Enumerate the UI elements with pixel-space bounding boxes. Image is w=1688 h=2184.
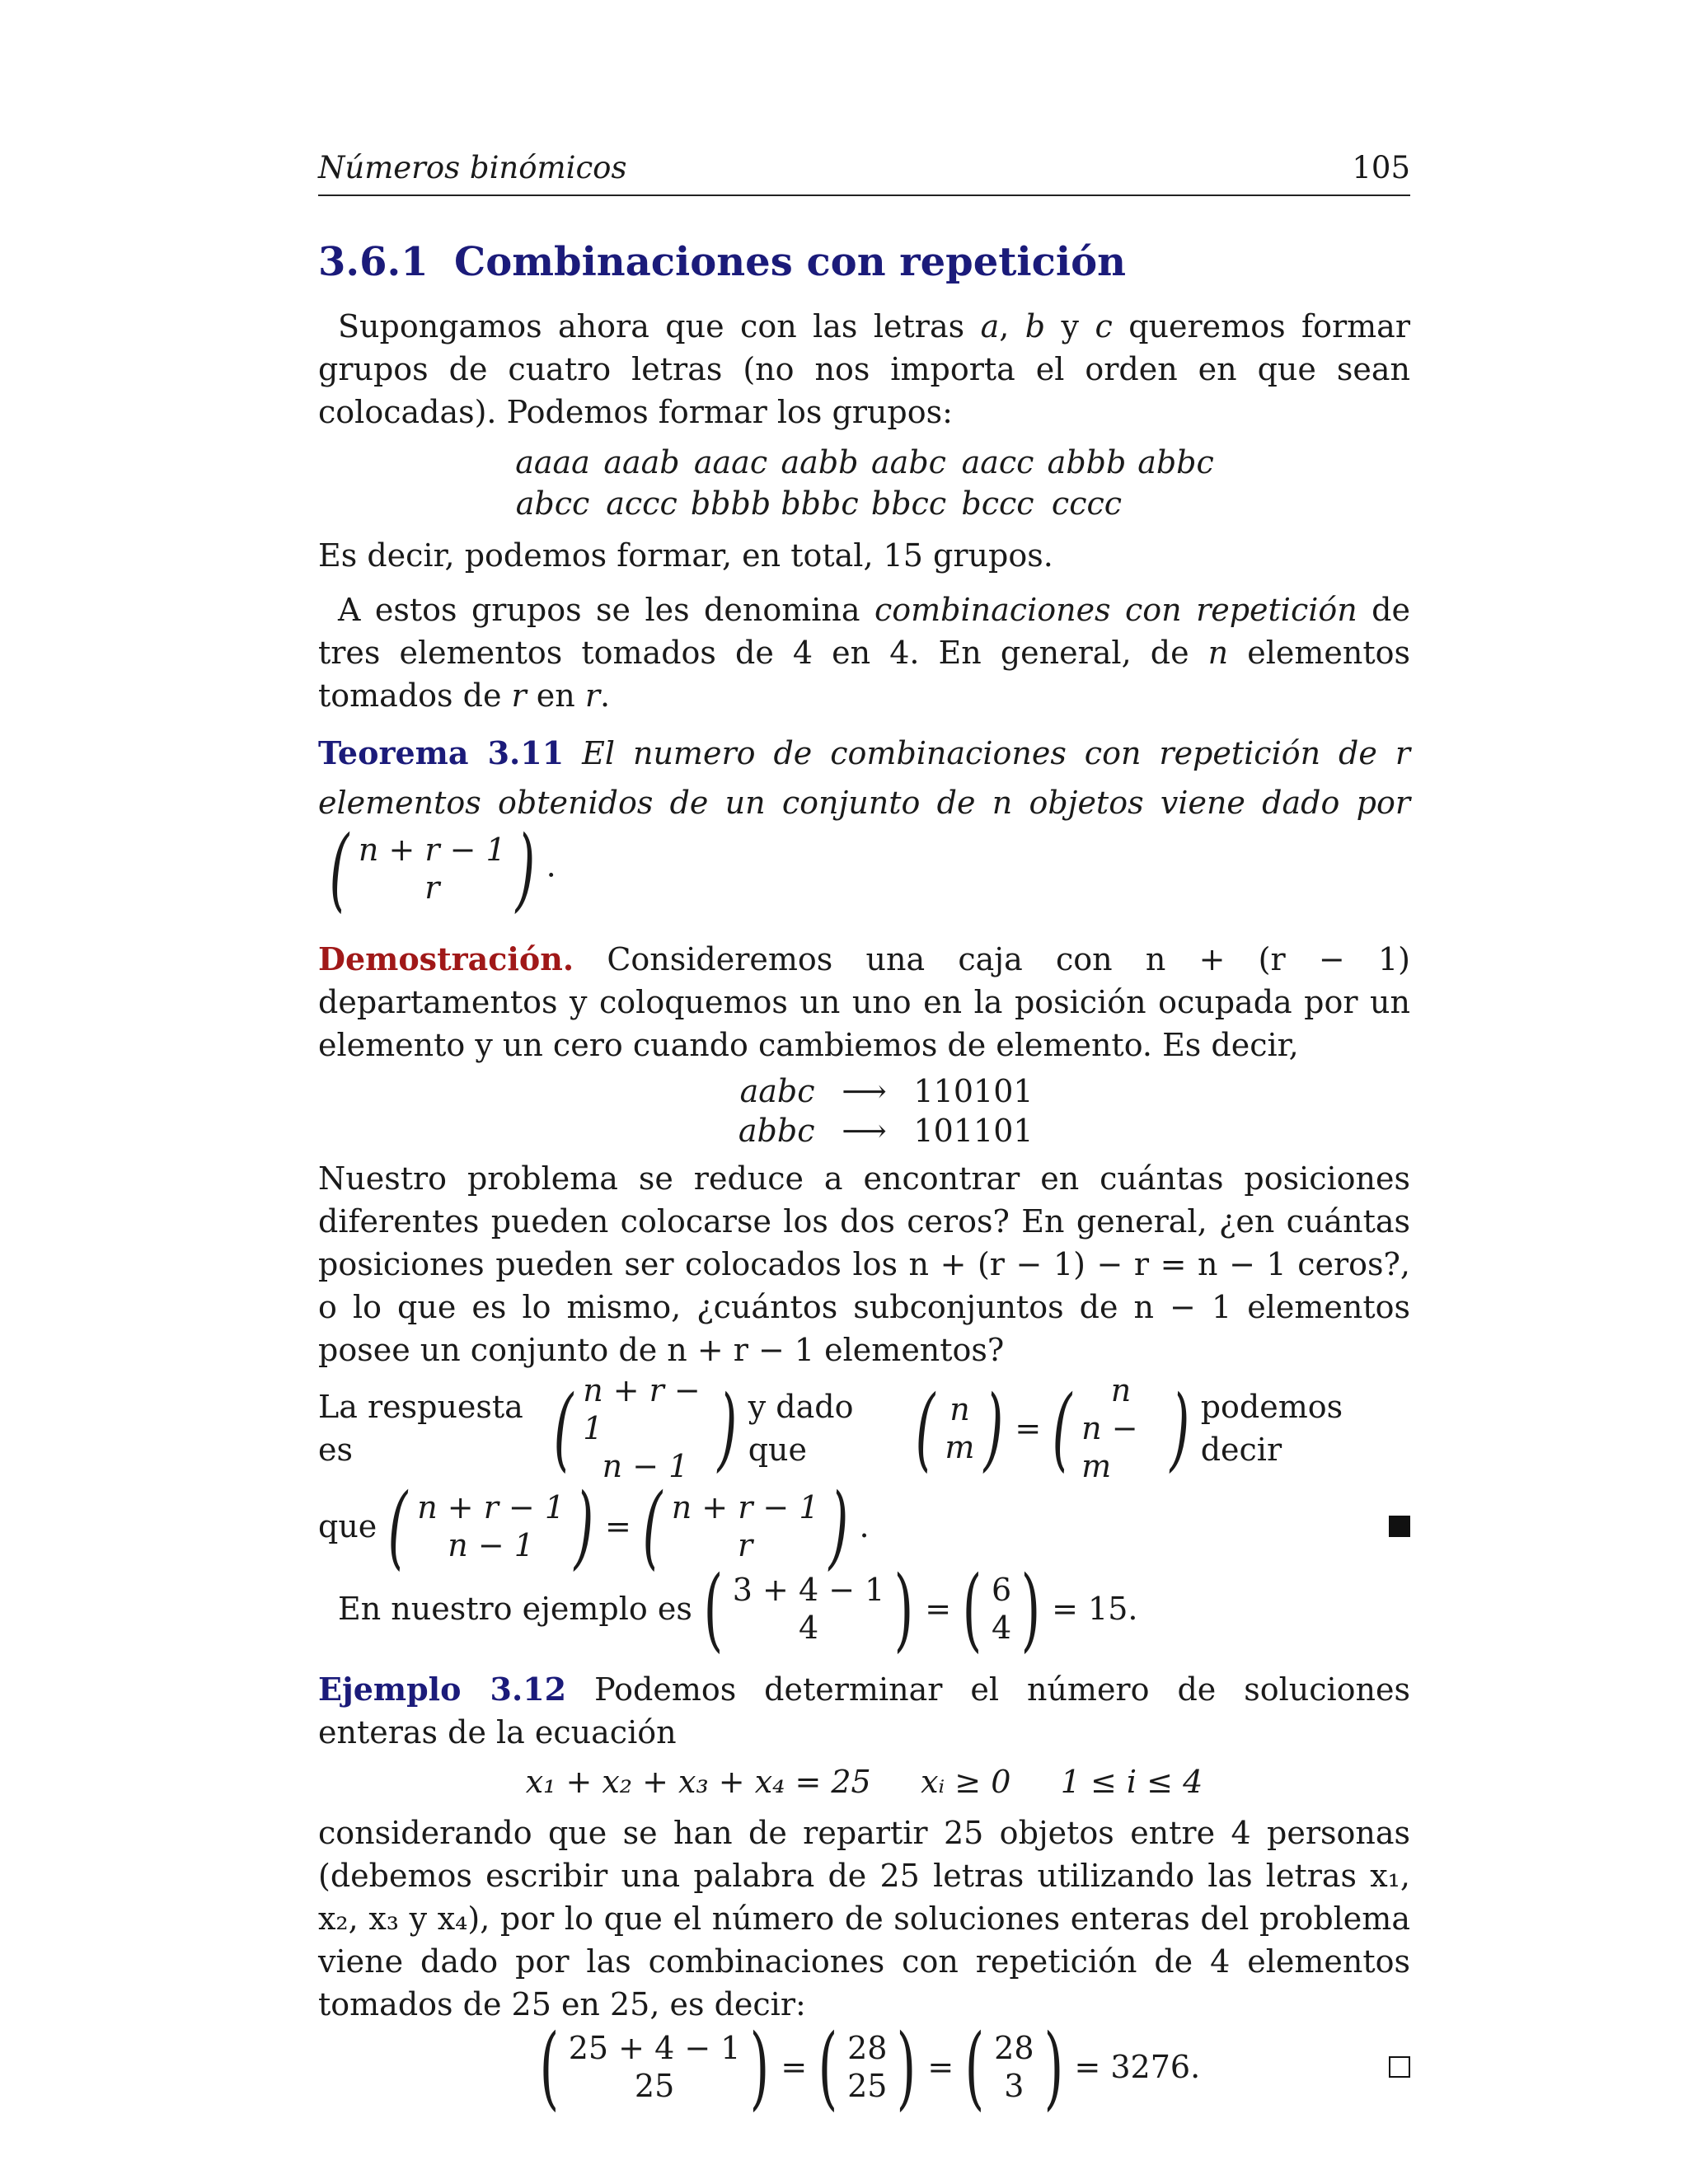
page-number: 105 xyxy=(1352,150,1410,185)
binary-code: 101101 xyxy=(913,1113,1034,1149)
group-item: aaab xyxy=(603,444,680,480)
binom-top: 25 + 4 − 1 xyxy=(568,2030,741,2066)
letter-b: b xyxy=(1025,308,1046,344)
section-title: Combinaciones con repetición xyxy=(454,239,1127,285)
intro-paragraph xyxy=(318,305,1410,434)
answer-line xyxy=(318,1371,1410,1485)
group-item: aaac xyxy=(693,444,768,480)
group-item: bbbc xyxy=(781,485,859,522)
group-item: abbc xyxy=(1137,444,1214,480)
binom-bottom: n − 1 xyxy=(602,1448,689,1484)
group-item: accc xyxy=(606,485,678,522)
binom-bottom: r xyxy=(424,869,440,906)
arrow-icon: ⟶ xyxy=(842,1073,887,1109)
intro-comma: , xyxy=(999,308,1025,344)
theorem-text: El numero de combinaciones con repetición de r elementos obtenidos de un conjunto de n objetos viene dado por xyxy=(318,735,1410,821)
group-item: cccc xyxy=(1051,485,1123,522)
group-item: abbb xyxy=(1047,444,1127,480)
conclude-text: podemos decir xyxy=(1200,1389,1343,1468)
encoding-table xyxy=(318,1071,1410,1151)
def-text-e: . xyxy=(599,677,611,714)
equals-sign: = xyxy=(604,1508,631,1544)
group-item: aabb xyxy=(781,444,859,480)
example-label: Ejemplo 3.12 xyxy=(318,1671,567,1708)
group-item: aaaa xyxy=(515,444,590,480)
example-computation-line xyxy=(318,1556,1410,1661)
intro-text-b: queremos formar grupos de cuatro letras (no nos importa el orden en que sean colocadas). Podemos formar los grupos: xyxy=(318,308,1410,430)
total-groups-line: Es decir, podemos formar, en total, 15 grupos. xyxy=(318,537,1053,574)
period: . xyxy=(859,1508,870,1544)
running-header xyxy=(318,148,1410,196)
binom-top: n xyxy=(950,1391,970,1427)
var-n: n xyxy=(1207,635,1229,671)
letter-a: a xyxy=(980,308,1000,344)
group-item: aacc xyxy=(961,444,1034,480)
binomial-coefficient: ( n + r − 1 r ) xyxy=(329,816,535,921)
binom-bottom: 4 xyxy=(798,1610,819,1646)
binom-top: 3 + 4 − 1 xyxy=(732,1572,885,1608)
binom-top: n + r − 1 xyxy=(417,1489,565,1526)
word: abbc xyxy=(738,1113,815,1149)
page xyxy=(318,148,1410,2120)
example-prefix: En nuestro ejemplo es xyxy=(338,1591,692,1627)
equals-sign: = xyxy=(1015,1410,1042,1446)
def-text-d: en xyxy=(526,677,585,714)
running-title: Números binómicos xyxy=(318,150,627,185)
binomial-coefficient: ( 3 + 4 − 1 4 ) xyxy=(703,1556,914,1661)
equals-sign: = xyxy=(781,2049,808,2085)
binomial-coefficient: ( 28 3 ) xyxy=(964,2014,1063,2120)
intro-text-a: Supongamos ahora que con las letras xyxy=(338,308,981,344)
theorem-end: . xyxy=(546,847,556,884)
group-item: abcc xyxy=(515,485,590,522)
binomial-coefficient: ( 25 + 4 − 1 25 ) xyxy=(539,2014,770,2120)
binomial-coefficient: ( n m ) xyxy=(916,1376,1004,1481)
example-text: Podemos determinar el número de soluciones enteras de la ecuación xyxy=(318,1671,1410,1750)
final-computation-line xyxy=(318,2014,1410,2120)
group-item: aabc xyxy=(871,444,946,480)
var-r: r xyxy=(511,677,527,714)
binom-top: n + r − 1 xyxy=(671,1489,819,1526)
binom-top: n + r − 1 xyxy=(583,1372,701,1446)
binom-bottom: 25 xyxy=(847,2068,888,2104)
binomial-coefficient: ( n + r − 1 n − 1 ) xyxy=(553,1372,738,1484)
proof-paragraph-2: Nuestro problema se reduce a encontrar en cuántas posiciones diferentes pueden colocarse los dos ceros? En general, ¿en cuántas posiciones pueden ser colocados los n + (r − 1) − r = n − 1 ceros?, o lo que es lo mismo, ¿cuántos subconjuntos de n − 1 elementos posee un conjunto de n + r − 1 elementos? xyxy=(318,1160,1410,1368)
word: aabc xyxy=(739,1073,815,1109)
proof-label: Demostración. xyxy=(318,940,574,977)
binom-bottom: m xyxy=(945,1429,975,1465)
example-result: = 15. xyxy=(1052,1591,1138,1627)
binomial-coefficient: ( n + r − 1 n − 1 ) xyxy=(387,1474,594,1579)
theorem-label: Teorema 3.11 xyxy=(318,734,565,771)
answer-prefix: La respuesta es xyxy=(318,1389,523,1468)
binomial-coefficient: ( 28 25 ) xyxy=(818,2014,917,2120)
binom-top: n xyxy=(1110,1372,1132,1408)
binomial-coefficient: ( n + r − 1 r ) xyxy=(642,1474,848,1579)
binomial-coefficient: ( n n − m ) xyxy=(1052,1372,1190,1484)
intro-and: y xyxy=(1045,308,1095,344)
final-result: = 3276. xyxy=(1074,2049,1201,2085)
binom-top: 6 xyxy=(991,1572,1012,1608)
equals-sign: = xyxy=(925,1591,952,1627)
binary-code: 110101 xyxy=(913,1073,1034,1109)
definition-paragraph xyxy=(318,588,1410,717)
defined-term: combinaciones con repetición xyxy=(874,592,1357,628)
binom-top: 28 xyxy=(847,2030,888,2066)
group-item: bccc xyxy=(961,485,1034,522)
theorem xyxy=(318,729,1410,921)
qed-open-square-icon xyxy=(1389,2056,1410,2078)
example-equation: x₁ + x₂ + x₃ + x₄ = 25 xᵢ ≥ 0 1 ≤ i ≤ 4 xyxy=(525,1764,1203,1800)
qed-filled-square-icon xyxy=(1389,1516,1410,1537)
group-item: bbbb xyxy=(690,485,771,522)
section-heading xyxy=(318,237,1410,287)
binom-top: n + r − 1 xyxy=(358,832,506,868)
groups-grid xyxy=(318,442,1410,524)
group-item: bbcc xyxy=(870,485,947,522)
binomial-coefficient: ( 6 4 ) xyxy=(962,1556,1041,1661)
binom-bottom: n − 1 xyxy=(448,1527,534,1563)
def-text-a: A estos grupos se les denomina xyxy=(338,592,874,628)
proof-text: Consideremos una caja con n + (r − 1) departamentos y coloquemos un uno en la posición ocupada por un elemento y un cero cuando cambiemos de elemento. Es decir, xyxy=(318,941,1410,1063)
var-r: r xyxy=(584,677,600,714)
binom-bottom: r xyxy=(738,1527,753,1563)
binom-bottom: n − m xyxy=(1081,1410,1138,1484)
binom-bottom: 25 xyxy=(634,2068,675,2104)
arrow-icon: ⟶ xyxy=(842,1113,887,1149)
binom-bottom: 4 xyxy=(991,1610,1012,1646)
given-text: y dado que xyxy=(748,1389,854,1468)
section-number: 3.6.1 xyxy=(318,239,429,285)
letter-c: c xyxy=(1095,308,1113,344)
que-text: que xyxy=(318,1508,377,1544)
conclusion-line xyxy=(318,1474,1410,1579)
binom-bottom: 3 xyxy=(1004,2068,1025,2104)
def-text-c: elementos tomados de xyxy=(318,635,1410,714)
example-paragraph-2: considerando que se han de repartir 25 objetos entre 4 personas (debemos escribir una palabra de 25 letras utilizando las letras x₁, x₂, x₃ y x₄), por lo que el número de soluciones enteras del problema viene dado por las combinaciones con repetición de 4 elementos tomados de 25 en 25, es decir: xyxy=(318,1815,1410,2022)
example-paragraph xyxy=(318,1668,1410,1754)
proof-paragraph xyxy=(318,938,1410,1066)
equals-sign: = xyxy=(927,2049,954,2085)
def-text-b: de tres elementos tomados de 4 en 4. En general, de xyxy=(318,592,1410,671)
binom-top: 28 xyxy=(994,2030,1034,2066)
